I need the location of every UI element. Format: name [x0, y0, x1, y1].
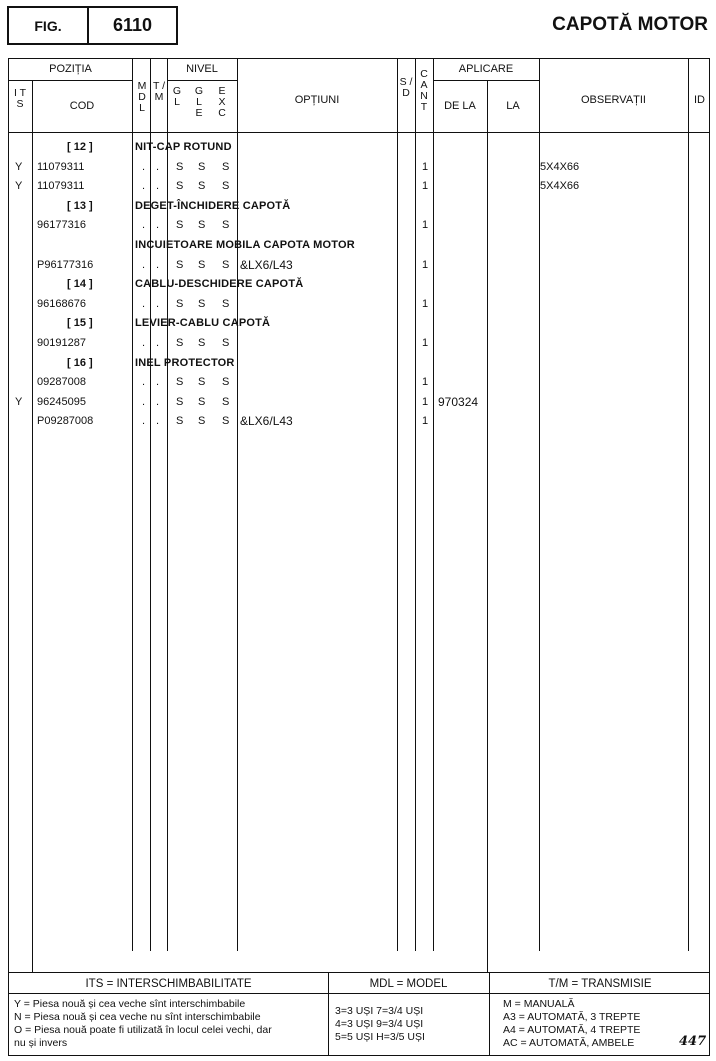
col-its: I T S: [13, 87, 27, 110]
legend-tm-line: A3 = AUTOMATĂ, 3 TREPTE: [503, 1011, 641, 1023]
cell-mdl: .: [142, 337, 146, 349]
legend-its-line: nu și invers: [14, 1037, 68, 1049]
legend-its-header: ITS = INTERSCHIMBABILITATE: [85, 978, 252, 990]
parts-table: [8, 58, 710, 1056]
section-title: NIT-CAP ROTUND: [135, 141, 232, 153]
cell-observatii: 5X4X66: [540, 160, 580, 173]
legend-tm-line: AC = AUTOMATĂ, AMBELE: [503, 1037, 635, 1049]
col-id: ID: [694, 94, 705, 106]
cell-gl: S: [176, 180, 184, 193]
col-mdl: M D L: [137, 80, 147, 114]
cell-cod: 11079311: [37, 160, 85, 173]
cell-gle: S: [198, 395, 206, 408]
cell-gl: S: [176, 297, 184, 310]
col-exc: E X C: [218, 85, 226, 119]
cell-cant: 1: [422, 337, 429, 349]
figure-number: 6110: [112, 15, 153, 35]
part-row: [9, 392, 710, 411]
cell-cant: 1: [422, 415, 429, 428]
section-title: DEGET-ÎNCHIDERE CAPOTĂ: [135, 199, 291, 212]
cell-tm: .: [156, 258, 160, 271]
col-la: LA: [506, 100, 520, 112]
part-row: [9, 294, 710, 313]
section-title: INEL PROTECTOR: [135, 356, 235, 369]
cell-mdl: .: [142, 219, 146, 232]
cell-its: Y: [15, 180, 23, 193]
cell-cod: 96245095: [37, 395, 86, 408]
cell-tm: .: [156, 160, 160, 173]
cell-cod: P09287008: [37, 415, 94, 428]
cell-gle: S: [198, 337, 206, 349]
cell-mdl: .: [142, 376, 146, 389]
cell-tm: .: [156, 376, 160, 389]
cell-cod: 90191287: [37, 337, 86, 349]
cell-optiuni: &LX6/L43: [240, 257, 293, 272]
cell-exc: S: [222, 180, 230, 193]
section-row: [9, 235, 710, 254]
cell-optiuni: &LX6/L43: [240, 414, 293, 429]
legend-its-line: O = Piesa nouă poate fi utilizată în locul celei vechi, dar: [14, 1024, 272, 1036]
cell-cant: 1: [422, 180, 429, 193]
cell-mdl: .: [142, 415, 146, 428]
cell-tm: .: [156, 219, 160, 232]
cell-cant: 1: [422, 395, 429, 408]
handwritten-page-number: 447: [679, 1034, 707, 1049]
cell-mdl: .: [142, 160, 146, 173]
legend-tm-header: T/M = TRANSMISIE: [548, 978, 652, 990]
cell-cod: 09287008: [37, 376, 86, 389]
legend-mdl-header: MDL = MODEL: [369, 978, 448, 990]
cell-tm: .: [156, 415, 160, 428]
position-number: [ 16 ]: [67, 356, 93, 369]
position-number: [ 12 ]: [67, 141, 93, 153]
cell-mdl: .: [142, 395, 146, 408]
cell-gle: S: [198, 258, 206, 271]
cell-cant: 1: [422, 297, 429, 310]
cell-gl: S: [176, 395, 184, 408]
cell-mdl: .: [142, 258, 146, 271]
col-cod: COD: [69, 100, 95, 112]
cell-exc: S: [222, 395, 230, 408]
cell-exc: S: [222, 297, 230, 310]
section-row: [9, 313, 710, 332]
cell-gle: S: [198, 219, 206, 232]
part-row: [9, 157, 710, 176]
legend: [9, 972, 710, 1056]
part-row: [9, 372, 710, 391]
col-sd: S / D: [399, 76, 413, 99]
figure-box: [7, 6, 178, 45]
cell-tm: .: [156, 297, 160, 310]
cell-cod: 11079311: [37, 180, 85, 193]
part-row: [9, 215, 710, 234]
cell-exc: S: [222, 219, 230, 232]
col-nivel: NIVEL: [186, 63, 218, 75]
legend-tm-line: M = MANUALĂ: [503, 998, 575, 1010]
col-tm: T / M: [152, 80, 166, 103]
legend-its-line: Y = Piesa nouă și cea veche sînt interschimbabile: [14, 998, 246, 1010]
section-title: INCUIETOARE MOBILA CAPOTA MOTOR: [135, 239, 355, 251]
section-row: [9, 353, 710, 372]
part-row: [9, 176, 710, 195]
col-aplicare: APLICARE: [458, 63, 514, 75]
legend-tm-line: A4 = AUTOMATĂ, 4 TREPTE: [503, 1024, 641, 1036]
part-row: [9, 411, 710, 430]
cell-exc: S: [222, 258, 230, 271]
figure-label: FIG.: [9, 8, 89, 43]
cell-cod: 96177316: [37, 219, 86, 232]
cell-exc: S: [222, 376, 230, 389]
legend-mdl-line: 3=3 UȘI 7=3/4 UȘI: [335, 1005, 424, 1017]
col-gle: G L E: [194, 85, 204, 119]
legend-mdl-line: 5=5 UȘI H=3/5 UȘI: [335, 1031, 425, 1043]
cell-gl: S: [176, 415, 184, 428]
cell-tm: .: [156, 180, 160, 193]
position-number: [ 14 ]: [67, 278, 93, 291]
col-observatii: OBSERVAȚII: [580, 94, 646, 106]
cell-mdl: .: [142, 297, 146, 310]
cell-gl: S: [176, 337, 184, 349]
col-gl: G L: [172, 85, 182, 108]
legend-mdl-line: 4=3 UȘI 9=3/4 UȘI: [335, 1018, 424, 1030]
cell-gl: S: [176, 258, 184, 271]
cell-gle: S: [198, 297, 206, 310]
cell-cant: 1: [422, 219, 429, 232]
col-cant: C A N T: [420, 68, 428, 113]
cell-gle: S: [198, 160, 206, 173]
cell-exc: S: [222, 415, 230, 428]
cell-cod: P96177316: [37, 258, 94, 271]
position-number: [ 13 ]: [67, 199, 93, 212]
cell-mdl: .: [142, 180, 146, 193]
col-pozitia: POZIȚIA: [49, 63, 92, 75]
cell-its: Y: [15, 395, 23, 408]
part-row: [9, 333, 710, 352]
cell-exc: S: [222, 337, 230, 349]
section-title: CABLU-DESCHIDERE CAPOTĂ: [135, 278, 304, 291]
cell-observatii: 5X4X66: [540, 180, 580, 193]
cell-gle: S: [198, 415, 206, 428]
cell-its: Y: [15, 160, 23, 173]
cell-gl: S: [176, 160, 184, 173]
part-row: [9, 255, 710, 274]
page-title: CAPOTĂ MOTOR: [552, 14, 708, 35]
section-row: [9, 137, 710, 156]
cell-exc: S: [222, 160, 230, 173]
position-number: [ 15 ]: [67, 317, 93, 330]
cell-gl: S: [176, 219, 184, 232]
cell-cant: 1: [422, 160, 429, 173]
cell-cant: 1: [422, 258, 429, 271]
section-row: [9, 274, 710, 293]
legend-its-line: N = Piesa nouă și cea veche nu sînt interschimbabile: [14, 1011, 261, 1023]
cell-gl: S: [176, 376, 184, 389]
section-title: LEVIER-CABLU CAPOTĂ: [135, 317, 271, 330]
cell-cod: 96168676: [37, 297, 86, 310]
cell-tm: .: [156, 395, 160, 408]
cell-cant: 1: [422, 376, 429, 389]
cell-gle: S: [198, 376, 206, 389]
cell-tm: .: [156, 337, 160, 349]
col-optiuni: OPȚIUNI: [294, 94, 340, 106]
cell-gle: S: [198, 180, 206, 193]
col-de-la: DE LA: [444, 100, 476, 112]
cell-de-la: 970324: [438, 394, 479, 409]
section-row: [9, 196, 710, 215]
